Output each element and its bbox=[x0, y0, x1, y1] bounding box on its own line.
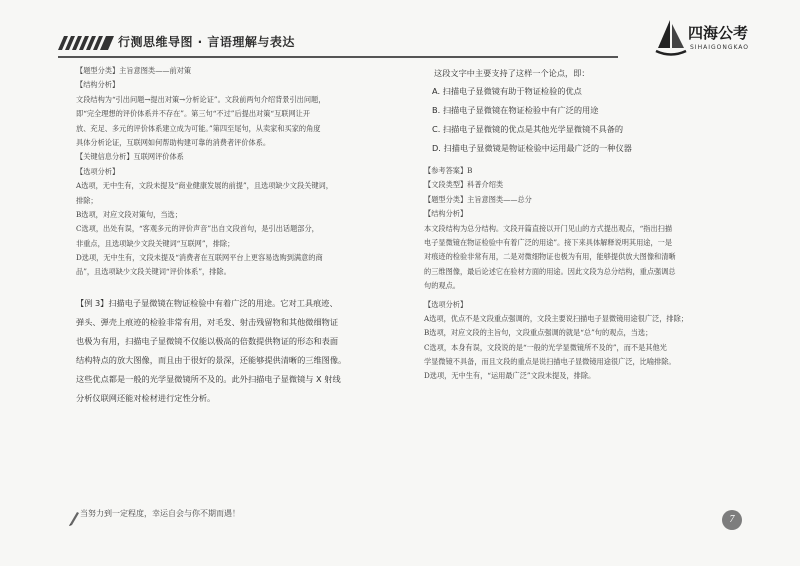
text-line: 的三维图像，最后论述它在验材方面的用途。因此文段为总分结构，重点强调总 bbox=[424, 266, 676, 276]
text-line: A选项，无中生有，文段未提及“商业健康发展的前提”，且选项缺少文段关键词， bbox=[76, 181, 333, 191]
example-line: 这些优点都是一般的光学显微镜所不及的。此外扫描电子显微镜与 X 射线 bbox=[76, 373, 341, 384]
text-line: 【文段类型】科普介绍类 bbox=[424, 180, 504, 190]
text-line: C选项，出处有误，“客观多元的评价声音”出自文段首句，是引出话题部分， bbox=[76, 224, 319, 234]
text-line: B选项，对应文段的主旨句，文段重点强调的就是“总”句的观点，当选； bbox=[424, 328, 653, 338]
text-line: 【题型分类】主旨意图类——总分 bbox=[424, 194, 532, 204]
text-line: 【结构分析】 bbox=[76, 80, 120, 90]
text-line: 【关键信息分析】互联网评价体系 bbox=[76, 152, 184, 162]
text-line: 文段结构为“引出问题→提出对策→分析论证”。文段前两句介绍背景引出问题， bbox=[76, 94, 326, 104]
text-line: 具体分析论证，互联网如何帮助构建可靠的消费者评价体系。 bbox=[76, 137, 271, 147]
text-line: C选项，本身有误，文段说的是“一般的光学显微镜所不及的”，而不是其他光 bbox=[424, 342, 667, 352]
text-line: 排除； bbox=[76, 195, 98, 205]
text-line: 品”，且选项缺少文段关键词“评价体系”，排除。 bbox=[76, 267, 231, 277]
text-line: 放、充足、多元的评价体系建立成为可能。”第四至尾句，从卖家和买家的角度 bbox=[76, 123, 321, 133]
text-line: 电子显微镜在物证检验中有着广泛的用途”。接下来具体解释说明其用途，一是 bbox=[424, 237, 673, 247]
left-column bbox=[76, 64, 406, 408]
text-line: 【题型分类】主旨意图类——前对策 bbox=[76, 66, 192, 75]
logo-subtext: SIHAIGONGKAO bbox=[690, 44, 750, 51]
text-line: 【结构分析】 bbox=[424, 209, 468, 219]
text-line: 即“完全理想的评价体系并不存在”。第三句“不过”后提出对策“互联网让开 bbox=[76, 109, 311, 119]
text-line: 学显微镜不具备，而且文段的重点是说扫描电子显微镜用途很广泛，比喻排除。 bbox=[424, 357, 676, 367]
question-stem: 这段文字中主要支持了这样一个论点，即： bbox=[434, 68, 590, 78]
header-stripes-decoration bbox=[58, 36, 114, 50]
text-line: 句的观点。 bbox=[424, 281, 460, 291]
option-d: D. 扫描电子显微镜是物证检验中运用最广泛的一种仪器 bbox=[432, 143, 632, 153]
text-line: 非重点，且选项缺少文段关键词“互联网”，排除； bbox=[76, 238, 235, 248]
pencil-icon bbox=[68, 510, 80, 526]
text-line: D选项，无中生有，文段未提及“消费者在互联网平台上更容易选购到满意的商 bbox=[76, 253, 323, 263]
right-column bbox=[424, 64, 764, 384]
header-rule bbox=[58, 56, 618, 58]
option-a: A. 扫描电子显微镜有助于物证检验的优点 bbox=[432, 86, 582, 96]
logo-text: 四海公考 bbox=[688, 24, 749, 42]
example-line: 分析仪联网还能对检材进行定性分析。 bbox=[76, 392, 216, 403]
text-line: A选项，优点不是文段重点强调的，文段主要说扫描电子显微镜用途很广泛，排除； bbox=[424, 313, 688, 323]
header-title: 行测思维导图 · 言语理解与表达 bbox=[118, 35, 295, 49]
example-line: 结构特点的放大图像，而且由于很好的景深，还能够提供清晰的三维图像。 bbox=[76, 354, 347, 365]
option-c: C. 扫描电子显微镜的优点是其他光学显微镜不具备的 bbox=[432, 124, 624, 134]
text-line: D选项，无中生有，“运用最广泛”文段未提及，排除。 bbox=[424, 371, 596, 381]
example-line: 弹头、弹壳上痕迹的检验非常有用，对毛发、射击残留物和其他微细物证 bbox=[76, 316, 339, 327]
answer-line: 【参考答案】B bbox=[424, 166, 473, 175]
page-number: 7 bbox=[722, 510, 742, 530]
sailboat-icon bbox=[654, 18, 688, 60]
text-line: 【选项分析】 bbox=[424, 299, 468, 309]
text-line: 对痕迹的检验非常有用，二是对微细物证也极为有用，能够提供放大图像和清晰 bbox=[424, 252, 676, 262]
example-line: 【例 3】扫描电子显微镜在物证检验中有着广泛的用途。它对工具痕迹、 bbox=[76, 297, 338, 308]
example-line: 也极为有用，扫描电子显微镜不仅能以极高的倍数提供物证的形态和表面 bbox=[76, 335, 339, 346]
page-header bbox=[58, 26, 748, 62]
text-line: 【选项分析】 bbox=[76, 166, 120, 176]
text-line: 本文段结构为总分结构。文段开篇直接以开门见山的方式提出观点，“指出扫描 bbox=[424, 223, 673, 233]
text-line: B选项，对应文段对策句，当选； bbox=[76, 209, 182, 219]
option-b: B. 扫描电子显微镜在物证检验中有广泛的用途 bbox=[432, 105, 599, 115]
footer-motto: 当努力到一定程度，幸运自会与你不期而遇！ bbox=[80, 509, 240, 518]
example-passage bbox=[76, 294, 406, 408]
brand-logo bbox=[654, 18, 774, 66]
